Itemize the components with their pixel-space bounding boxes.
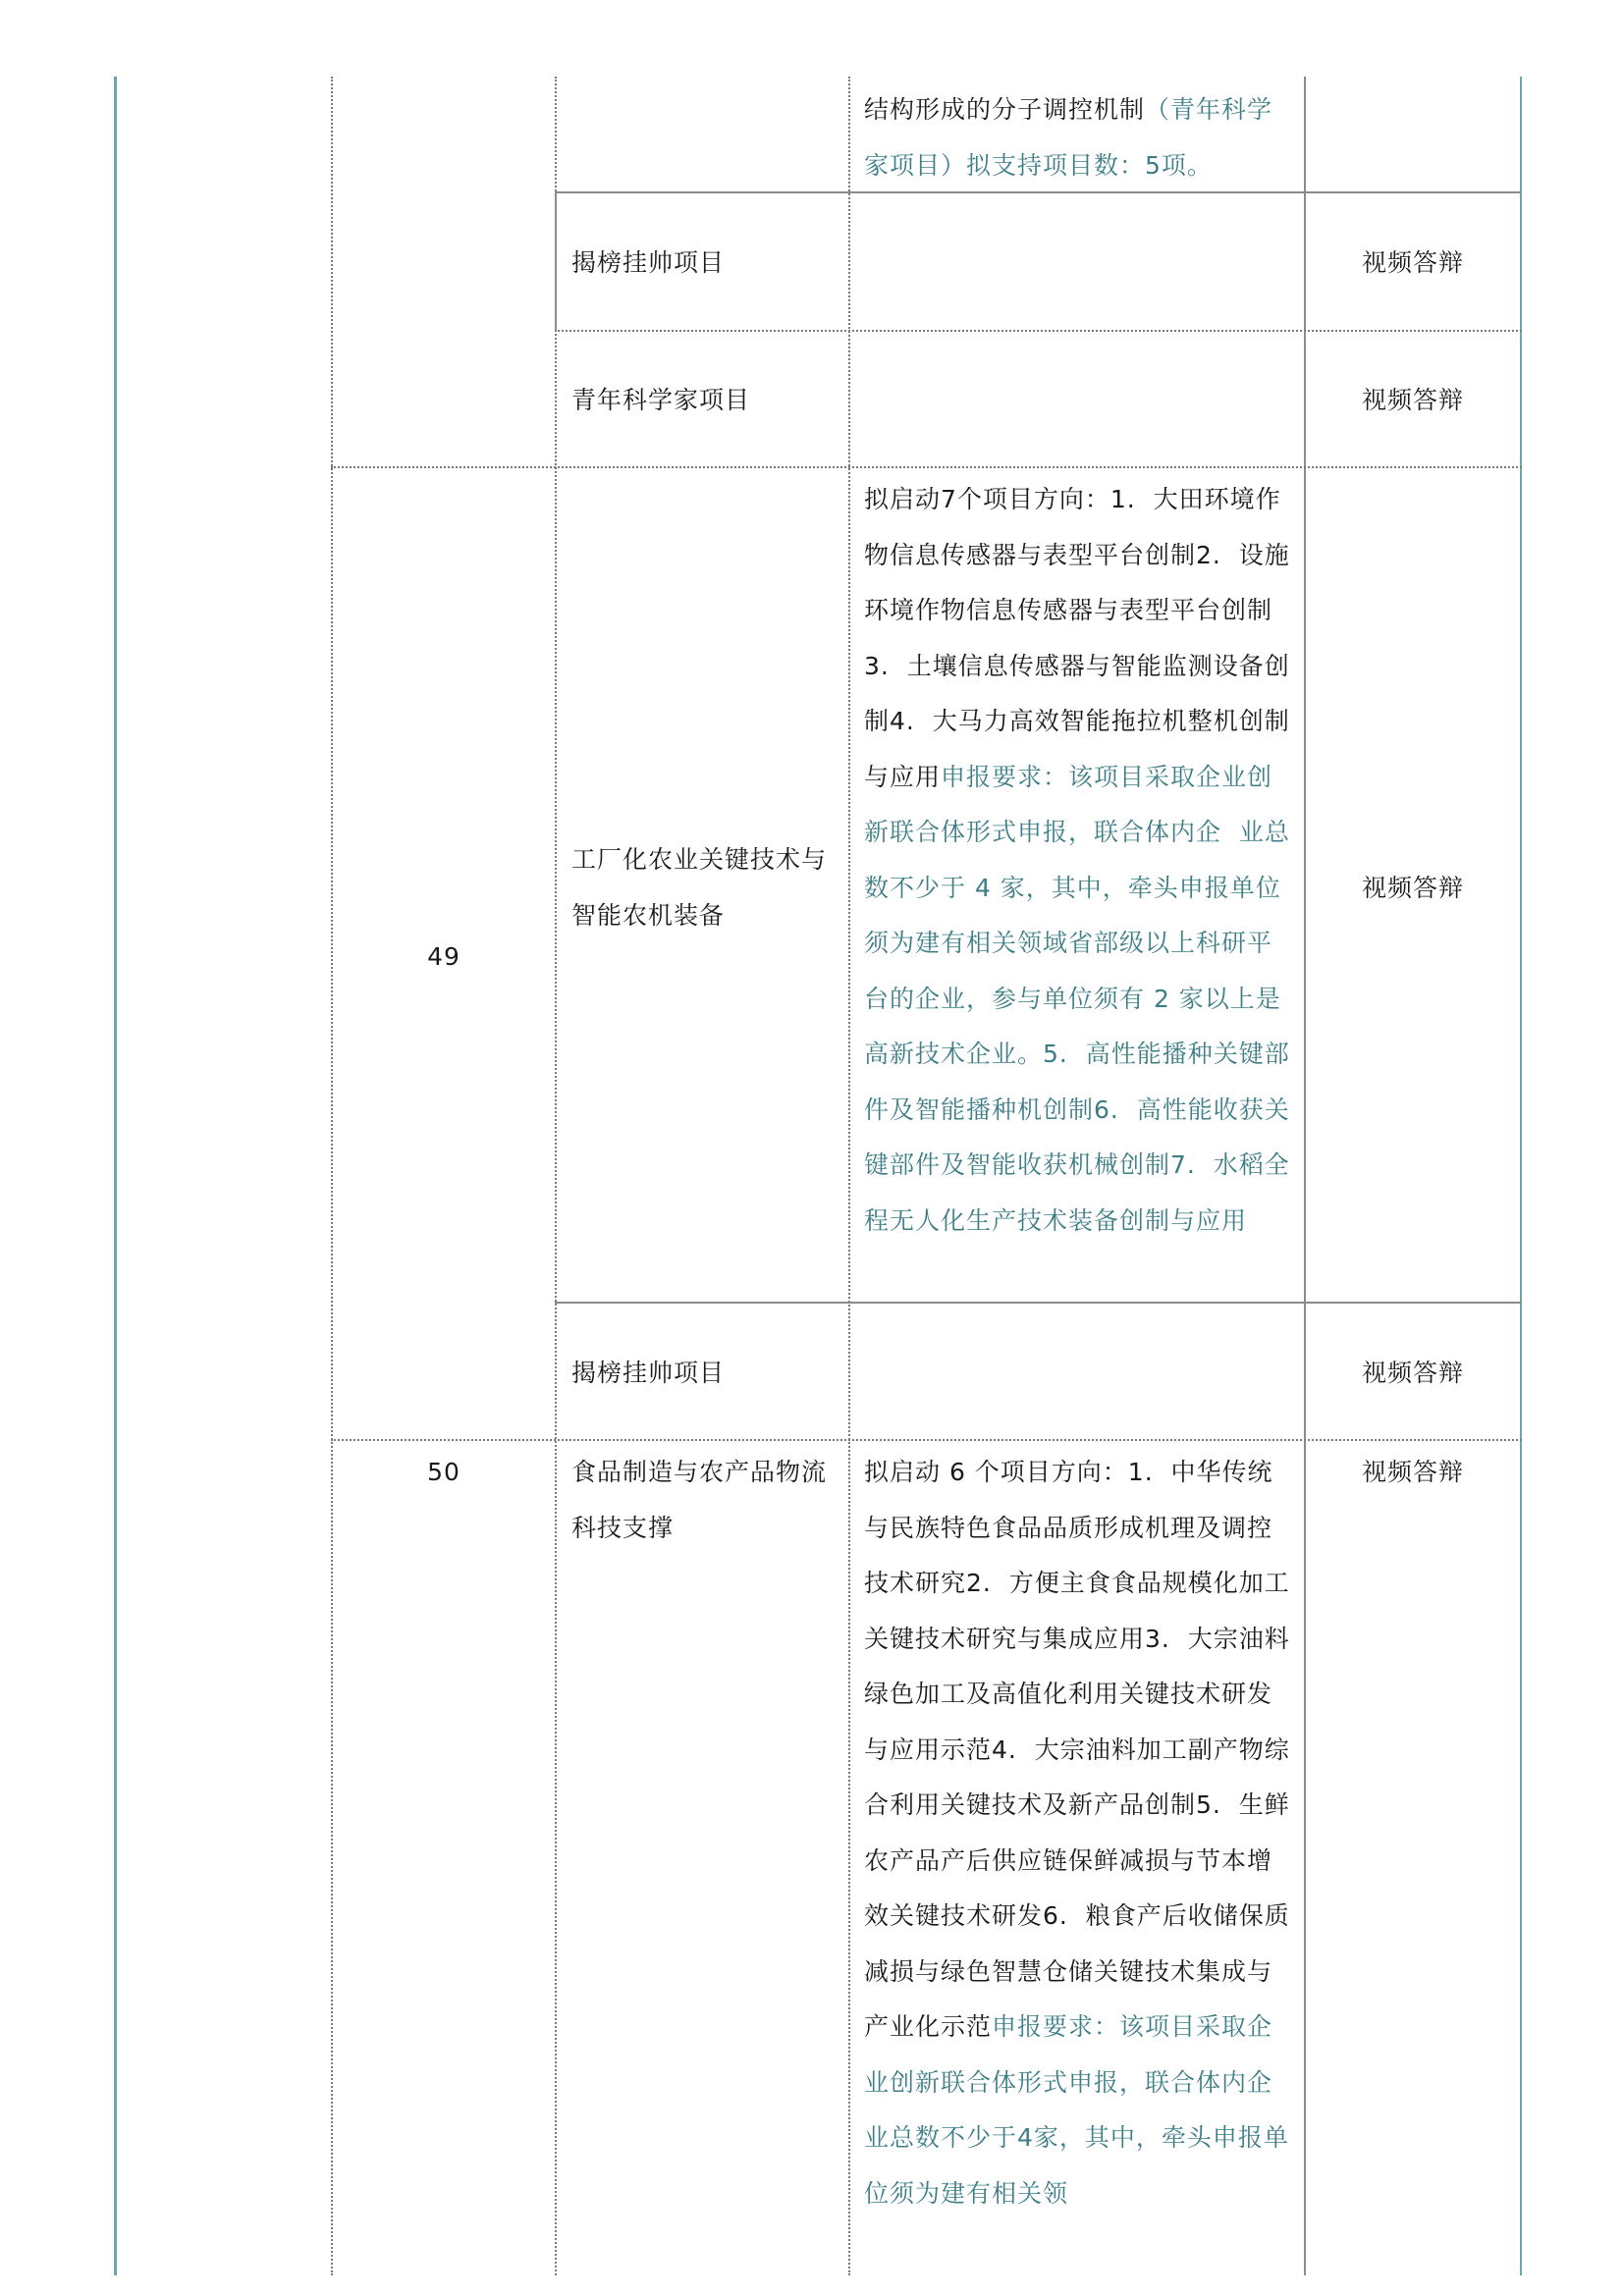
review-method-cell: 视频答辩 (1361, 248, 1464, 277)
col-line-name-left (555, 192, 557, 330)
direction-text: 拟启动7个项目方向：1. 大田环境作物信息传感器与表型平台创制2. 设施环境作物信息传感器与表型平台创制3. 土壤信息传感器与智能监测设备创制4. 大马力高效智能拖拉机整机创制与应用 (864, 485, 1290, 791)
right-frame-line (1520, 77, 1522, 2275)
direction-requirement-text: （青年科学家项目）拟支持项目数：5项。 (864, 95, 1273, 180)
direction-text: 拟启动 6 个项目方向：1. 中华传统与民族特色食品品质形成机理及调控技术研究2. 方便主食食品规模化加工关键技术研究与集成应用3. 大宗油料绿色加工及高值化利用关键技术研发与应用示范4. 大宗油料加工副产物综合利用关键技术及新产品创制5. 生鲜农产品产后供应链保鲜减损与节本增效关键技术研发6. 粮食产后收储保质减损与绿色智慧仓储关键技术集成与 产业化示范 (864, 1458, 1290, 2041)
direction-text: 结构形成的分子调控机制 (864, 95, 1146, 124)
direction-requirement-text: 申报要求：该项目采取企业创新联合体形式申报，联合体内企 业总数不少于 4 家，其中，牵头申报单位须为建有相关领域省部级以上科研平台的企业，参与单位须有 2 家以上是高新技术企业。5. 高性能播种关键部件及智能播种机创制6. 高性能收获关键部件及智能收获机械创制7. 水稻全程无人化生产技术装备创制与应用 (864, 762, 1290, 1235)
project-name-cell: 工厂化农业关键技术与智能农机装备 (571, 845, 828, 930)
project-type-cell: 揭榜挂帅项目 (571, 1359, 726, 1387)
research-direction-cell (864, 82, 1296, 193)
research-direction-cell (864, 472, 1296, 1249)
review-method-cell: 视频答辩 (1361, 874, 1464, 902)
project-type-cell: 揭榜挂帅项目 (571, 248, 726, 277)
row-line (331, 1439, 1522, 1441)
review-method-cell: 视频答辩 (1361, 1458, 1464, 1486)
col-line-number-left (331, 77, 333, 2275)
direction-requirement-text: 申报要求：该项目采取企业创新联合体形式申报，联合体内企业总数不少于4家，其中，牵头申报单位须为建有相关领 (864, 2012, 1289, 2208)
project-name-cell: 食品制造与农产品物流科技支撑 (571, 1458, 828, 1542)
left-frame-line (114, 77, 117, 2275)
research-direction-cell (864, 1445, 1296, 2221)
row-line (555, 330, 1522, 332)
project-type-cell: 青年科学家项目 (571, 386, 751, 414)
col-line-direction-left (848, 77, 850, 2275)
row-line (555, 1302, 1522, 1304)
review-method-cell: 视频答辩 (1361, 1359, 1464, 1387)
review-method-cell: 视频答辩 (1361, 386, 1464, 414)
row-number-cell: 49 (427, 942, 460, 971)
row-number-cell: 50 (427, 1458, 460, 1486)
col-line-name-left (555, 77, 557, 194)
row-line (331, 466, 1522, 468)
